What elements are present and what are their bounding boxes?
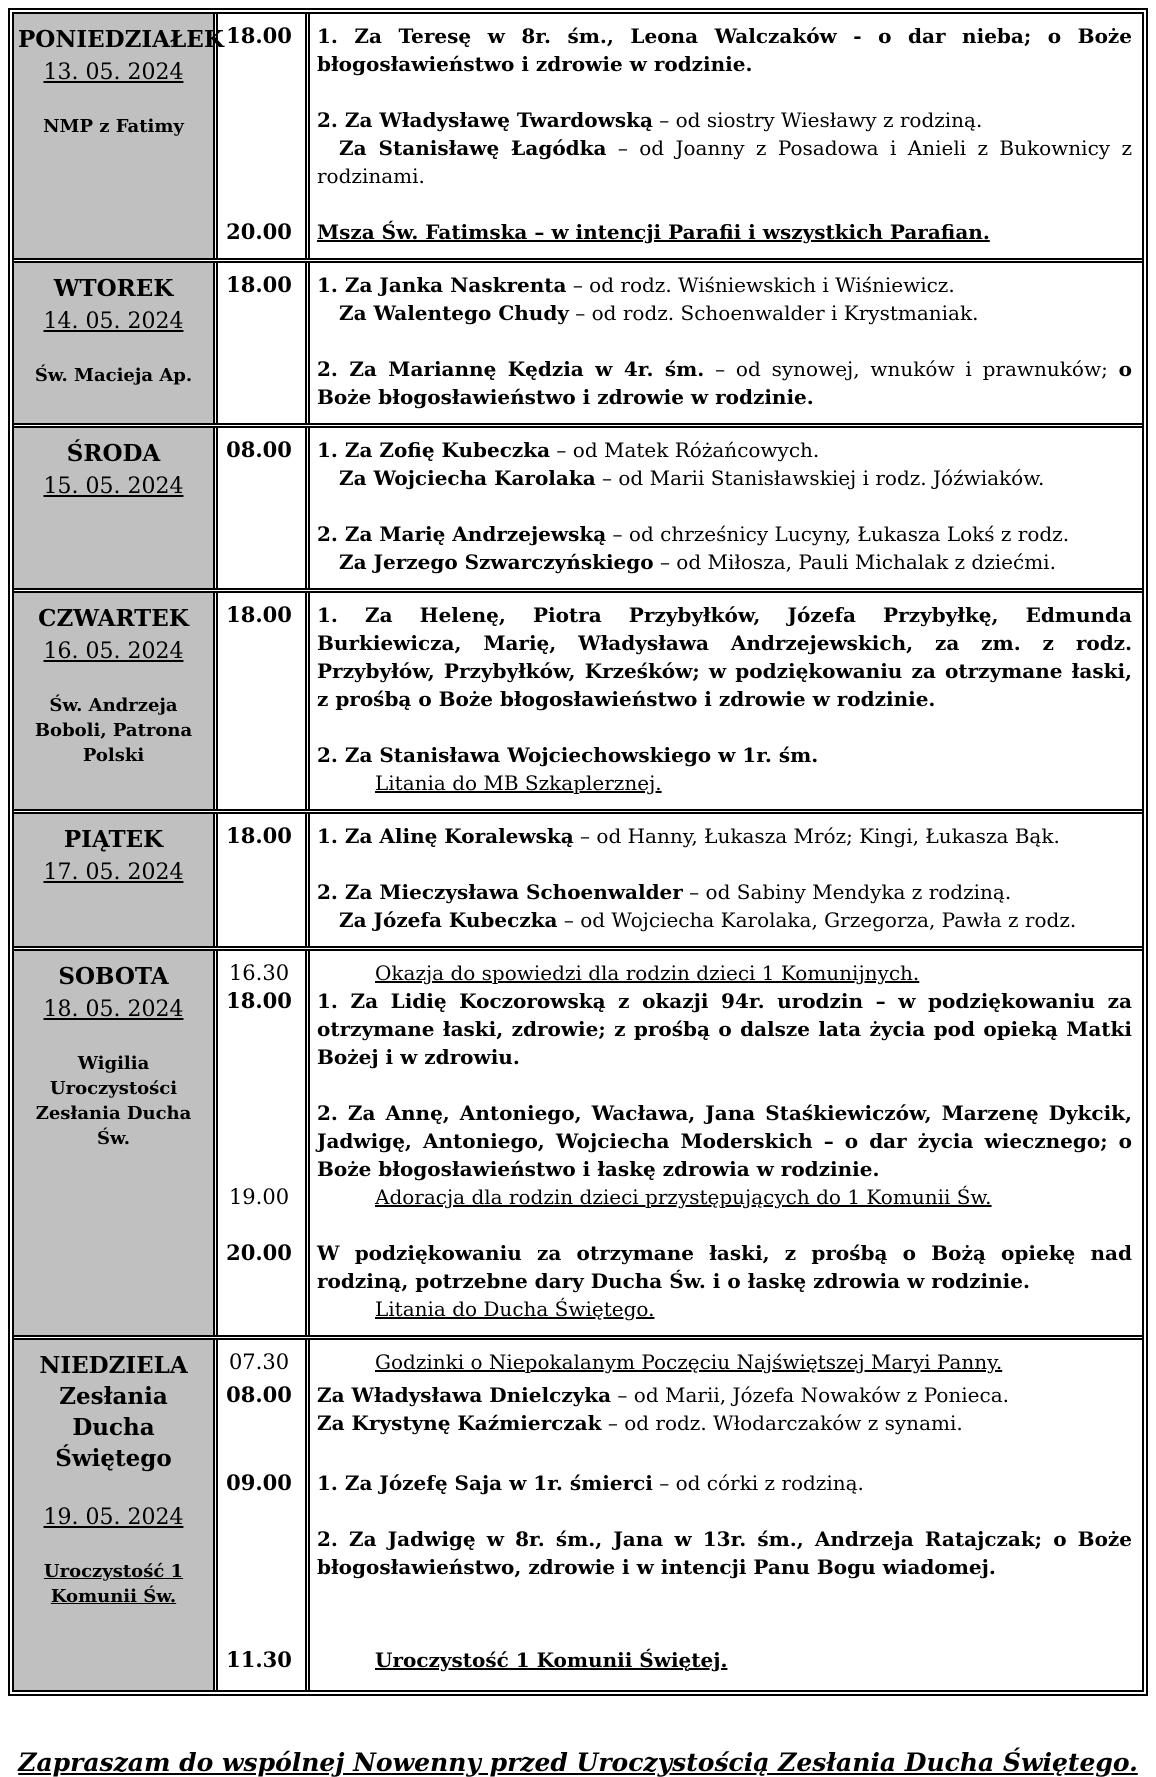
intention-segment: o Boże błogosławieństwo i zdrowie w rodzinie. bbox=[317, 357, 1132, 409]
day-date: 19. 05. 2024 bbox=[43, 1505, 184, 1530]
column-divider bbox=[213, 593, 218, 809]
mass-intentions-table bbox=[8, 8, 1148, 1696]
day-name: NIEDZIELA bbox=[39, 1352, 188, 1379]
intention-segment: – od siostry Wiesławy z rodziną. bbox=[652, 108, 983, 132]
intention-segment: – od Marii, Józefa Nowaków z Ponieca. bbox=[611, 1382, 1009, 1407]
intention-text bbox=[317, 464, 1132, 492]
intention-text bbox=[317, 106, 1132, 134]
intention-segment: – od chrześnicy Lucyny, Łukasza Lokś z rodz. bbox=[606, 522, 1070, 546]
intention-text bbox=[317, 822, 1132, 850]
intention-segment: Litania do MB Szkaplerznej. bbox=[375, 771, 662, 795]
intention-text bbox=[317, 741, 1132, 769]
intention-segment: 2. Za Mieczysława Schoenwalder bbox=[317, 880, 683, 904]
column-divider bbox=[213, 814, 218, 946]
column-divider bbox=[213, 951, 218, 1335]
intention-segment: 1. Za Helenę, Piotra Przybyłków, Józefa Przybyłkę, Edmunda Burkiewicza, Marię, Władysława Andrzejewskich, za zm. z rodz. Przybyłów, Przybyłków, Krześków; w podziękowaniu za otrzymane łaski, z prośbą o Boże błogosławieństwo i zdrowie w rodzinie. bbox=[317, 603, 1132, 711]
intention-segment: – od Miłosza, Pauli Michalak z dziećmi. bbox=[653, 550, 1056, 574]
intention-segment: Okazja do spowiedzi dla rodzin dzieci 1 Komunijnych. bbox=[375, 961, 920, 985]
intentions-cell bbox=[305, 951, 1142, 987]
day-name: PIĄTEK bbox=[63, 826, 164, 853]
intention-text bbox=[317, 299, 1132, 327]
day-name: CZWARTEK bbox=[38, 605, 189, 632]
day-cell bbox=[14, 951, 213, 1335]
intention-segment: Za Stanisławę Łagódka bbox=[339, 136, 607, 160]
intention-text bbox=[317, 134, 1132, 190]
intentions-cell bbox=[305, 263, 1142, 423]
intentions-cell bbox=[305, 190, 1142, 258]
intention-text bbox=[375, 1183, 1132, 1211]
intentions-cell bbox=[305, 1381, 1142, 1442]
time-label: 16.30 bbox=[228, 961, 290, 985]
intention-text bbox=[317, 1381, 1132, 1409]
intentions-cell bbox=[305, 814, 1142, 946]
day-cell bbox=[14, 814, 213, 946]
time-label: 20.00 bbox=[226, 219, 292, 244]
intention-segment: – od rodz. Schoenwalder i Krystmaniak. bbox=[568, 301, 979, 325]
intention-segment: Za Jerzego Szwarczyńskiego bbox=[339, 550, 654, 574]
intention-segment: 2. Za Annę, Antoniego, Wacława, Jana Staśkiewiczów, Marzenę Dykcik, Jadwigę, Antoniego, Wojciecha Moderskich – o dar życia wiecznego; o Boże błogosławieństwo i łaskę zdrowia w rodzinie. bbox=[317, 1101, 1132, 1181]
intention-text bbox=[317, 987, 1132, 1071]
intention-text bbox=[317, 878, 1132, 906]
intention-segment: Godzinki o Niepokalanym Poczęciu Najświętszej Maryi Panny. bbox=[375, 1350, 1003, 1374]
day-date: 18. 05. 2024 bbox=[43, 997, 184, 1022]
intentions-cell bbox=[305, 1586, 1142, 1691]
time-label: 18.00 bbox=[226, 988, 292, 1013]
day-date: 17. 05. 2024 bbox=[43, 860, 184, 885]
intention-segment: 1. Za Zofię Kubeczka bbox=[317, 438, 551, 462]
intention-segment: Msza Św. Fatimska – w intencji Parafii i wszystkich Parafian. bbox=[317, 220, 990, 244]
intention-text bbox=[317, 520, 1132, 548]
footer-note: Zapraszam do wspólnej Nowenny przed Uroczystością Zesłania Ducha Świętego. bbox=[18, 1748, 1138, 1777]
day-cell bbox=[14, 593, 213, 809]
intention-text bbox=[317, 548, 1132, 576]
day-feast: Uroczystość 1 Komunii Św. bbox=[43, 1561, 184, 1607]
day-name: WTOREK bbox=[53, 275, 174, 302]
day-feast: Wigilia Uroczystości Zesłania Ducha Św. bbox=[35, 1053, 192, 1149]
intention-text bbox=[317, 1469, 1132, 1497]
intention-segment: 1. Za Alinę Koralewską bbox=[317, 824, 574, 848]
day-cell bbox=[14, 14, 224, 258]
time-label: 20.00 bbox=[226, 1240, 292, 1265]
day-name: ŚRODA bbox=[66, 440, 161, 467]
day-feast: Św. Macieja Ap. bbox=[34, 365, 193, 386]
intention-segment: – od Matek Różańcowych. bbox=[550, 438, 820, 462]
schedule-row bbox=[14, 14, 1142, 263]
intention-segment: – od Hanny, Łukasza Mróz; Kingi, Łukasza Bąk. bbox=[573, 824, 1060, 848]
time-label: 08.00 bbox=[226, 1381, 292, 1407]
time-label: 18.00 bbox=[226, 602, 292, 627]
column-divider bbox=[305, 951, 310, 1335]
intention-segment: – od Sabiny Mendyka z rodziną. bbox=[682, 880, 1012, 904]
intentions-cell bbox=[305, 428, 1142, 588]
intention-segment: Adoracja dla rodzin dzieci przystępujących do 1 Komunii Św. bbox=[375, 1185, 992, 1209]
intention-segment: 1. Za Janka Naskrenta bbox=[317, 273, 567, 297]
intention-segment: 1. Za Lidię Koczorowską z okazji 94r. urodzin – w podziękowaniu za otrzymane łaski, zdrowie; z prośbą o dalsze lata życia pod opieką Matki Bożej i w zdrowiu. bbox=[317, 989, 1132, 1069]
column-divider bbox=[305, 263, 310, 423]
intention-segment: Za Józefa Kubeczka bbox=[339, 908, 558, 932]
intention-text bbox=[375, 1295, 1132, 1323]
day-name: SOBOTA bbox=[58, 963, 169, 990]
column-divider bbox=[213, 263, 218, 423]
intentions-cell bbox=[305, 1441, 1142, 1586]
intention-segment: – od synowej, wnuków i prawnuków; bbox=[704, 357, 1119, 381]
intention-segment: W podziękowaniu za otrzymane łaski, z prośbą o Bożą opiekę nad rodziną, potrzebne dary Ducha Św. i o łaskę zdrowia w rodzinie. bbox=[317, 1241, 1132, 1293]
intention-segment: 2. Za Jadwigę w 8r. śm., Jana w 13r. śm., Andrzeja Ratajczak; o Boże błogosławieństwo, zdrowie i w intencji Panu Bogu wiadomej. bbox=[317, 1527, 1132, 1579]
intention-text bbox=[375, 1646, 1132, 1674]
time-label: 18.00 bbox=[226, 272, 292, 297]
intentions-cell bbox=[305, 1340, 1142, 1381]
intention-segment: Litania do Ducha Świętego. bbox=[375, 1297, 655, 1321]
day-date: 14. 05. 2024 bbox=[43, 309, 184, 334]
time-label: 11.30 bbox=[226, 1646, 292, 1672]
time-label: 09.00 bbox=[226, 1470, 292, 1495]
intention-segment: Za Władysława Dnielczyka bbox=[317, 1382, 612, 1407]
day-name: PONIEDZIAŁEK bbox=[18, 26, 224, 53]
intention-text bbox=[317, 1525, 1132, 1581]
intention-segment: – od Joanny z Posadowa i Anieli z Bukownicy z rodzinami. bbox=[317, 136, 1132, 188]
intention-text bbox=[317, 22, 1132, 78]
intention-text bbox=[317, 436, 1132, 464]
column-divider bbox=[305, 428, 310, 588]
intention-text bbox=[375, 769, 1132, 797]
day-cell bbox=[14, 263, 213, 423]
day-date: 13. 05. 2024 bbox=[43, 60, 184, 85]
intention-segment: 2. Za Mariannę Kędzia w 4r. śm. bbox=[317, 357, 705, 381]
schedule-row bbox=[14, 951, 1142, 1340]
intention-text bbox=[317, 271, 1132, 299]
schedule-row bbox=[14, 263, 1142, 428]
column-divider bbox=[305, 1340, 310, 1690]
intention-segment: 1. Za Józefę Saja w 1r. śmierci bbox=[317, 1471, 653, 1495]
schedule-row bbox=[14, 814, 1142, 951]
schedule-row bbox=[14, 428, 1142, 593]
time-label: 08.00 bbox=[226, 437, 292, 462]
schedule-row bbox=[14, 1340, 1142, 1690]
day-feast: NMP z Fatimy bbox=[43, 116, 184, 137]
intention-segment: Za Wojciecha Karolaka bbox=[339, 466, 596, 490]
intention-segment: 2. Za Marię Andrzejewską bbox=[317, 522, 607, 546]
intentions-cell bbox=[305, 987, 1142, 1183]
day-feast: Św. Andrzeja Boboli, Patrona Polski bbox=[34, 695, 193, 766]
intention-segment: – od rodz. Włodarczaków z synami. bbox=[601, 1410, 963, 1435]
intention-text bbox=[375, 1348, 1132, 1376]
time-label: 19.00 bbox=[228, 1185, 290, 1209]
intention-segment: Uroczystość 1 Komunii Świętej. bbox=[375, 1647, 728, 1672]
column-divider bbox=[305, 14, 310, 258]
intentions-cell bbox=[305, 14, 1142, 190]
day-name: Zesłania Ducha Świętego bbox=[55, 1383, 172, 1472]
intention-segment: Za Walentego Chudy bbox=[339, 301, 569, 325]
day-date: 16. 05. 2024 bbox=[43, 639, 184, 664]
intention-segment: – od rodz. Wiśniewskich i Wiśniewicz. bbox=[566, 273, 955, 297]
time-label: 18.00 bbox=[226, 23, 292, 48]
intention-segment: – od córki z rodziną. bbox=[652, 1471, 864, 1495]
intention-text bbox=[317, 1409, 1132, 1437]
intention-segment: Za Krystynę Kaźmierczak bbox=[317, 1410, 602, 1435]
time-label: 07.30 bbox=[228, 1350, 290, 1374]
intention-text bbox=[317, 1099, 1132, 1183]
intention-text bbox=[317, 355, 1132, 411]
column-divider bbox=[213, 428, 218, 588]
day-cell bbox=[14, 1340, 213, 1690]
intention-text bbox=[317, 906, 1132, 934]
day-cell bbox=[14, 428, 213, 588]
column-divider bbox=[213, 14, 218, 258]
intention-segment: 2. Za Władysławę Twardowską bbox=[317, 108, 653, 132]
intentions-cell bbox=[305, 1211, 1142, 1335]
day-date: 15. 05. 2024 bbox=[43, 474, 184, 499]
intention-segment: – od Marii Stanisławskiej i rodz. Jóźwiaków. bbox=[595, 466, 1045, 490]
intention-text bbox=[317, 601, 1132, 713]
intention-text bbox=[317, 1239, 1132, 1295]
intentions-cell bbox=[305, 593, 1142, 809]
intention-text bbox=[375, 959, 1132, 987]
intention-segment: 2. Za Stanisława Wojciechowskiego w 1r. śm. bbox=[317, 743, 819, 767]
column-divider bbox=[305, 814, 310, 946]
intentions-cell bbox=[305, 1183, 1142, 1211]
time-label: 18.00 bbox=[226, 823, 292, 848]
schedule-row bbox=[14, 593, 1142, 814]
intention-segment: – od Wojciecha Karolaka, Grzegorza, Pawła z rodz. bbox=[557, 908, 1077, 932]
intention-text bbox=[317, 218, 1132, 246]
column-divider bbox=[305, 593, 310, 809]
intention-segment: 1. Za Teresę w 8r. śm., Leona Walczaków - o dar nieba; o Boże błogosławieństwo i zdrowie w rodzinie. bbox=[317, 24, 1132, 76]
column-divider bbox=[213, 1340, 218, 1690]
